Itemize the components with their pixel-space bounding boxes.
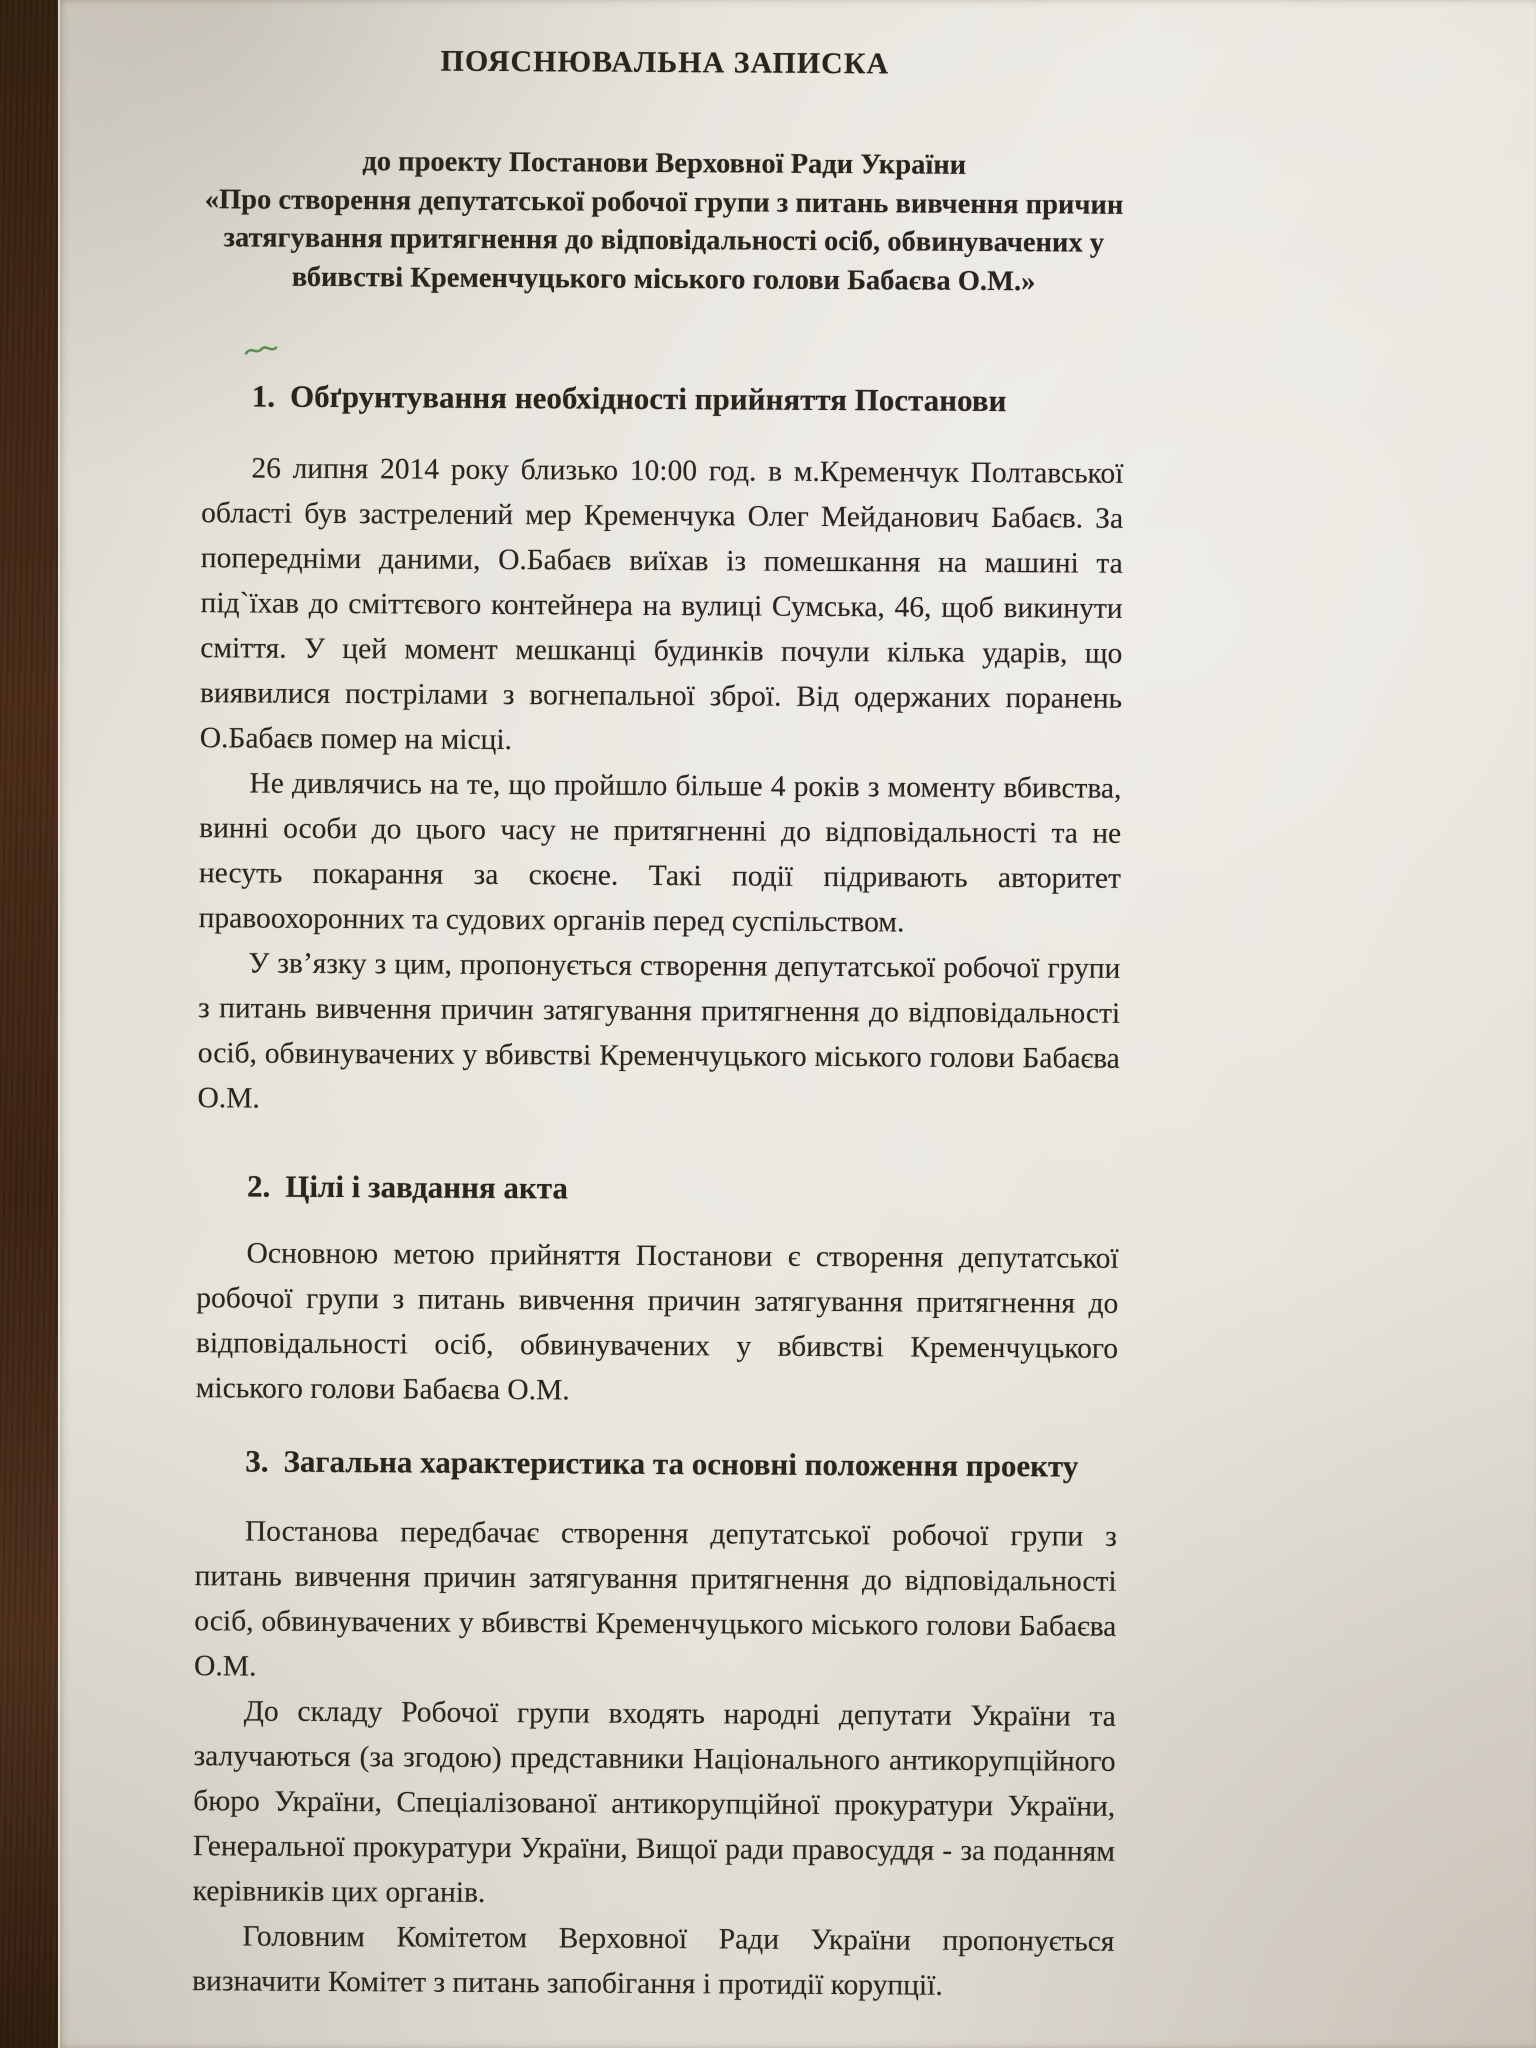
section-3-number: 3. bbox=[245, 1443, 269, 1479]
document-page bbox=[58, 0, 1536, 2048]
wooden-table-surface bbox=[0, 0, 58, 2048]
subtitle-line: затягування притягнення до відповідальності осіб, обвинувачених у bbox=[223, 222, 1105, 259]
section-1-heading-text: Обґрунтування необхідності прийняття Постанови bbox=[289, 378, 1007, 419]
paragraph: 26 липня 2014 року близько 10:00 год. в м.Кременчук Полтавської області був застрелений мер Кременчука Олег Мейданович Бабаєв. За попередніми даними, О.Бабаєв виїхав із помешкання на машині та під`їхав до сміттєвого контейнера на вулиці Сумська, 46, щоб викинути сміття. У цей момент мешканці будинків почули кілька ударів, що виявилися пострілами з вогнепальної зброї. Від одержаних поранень О.Бабаєв помер на місці. bbox=[199, 452, 1124, 757]
section-3-heading bbox=[195, 1441, 1117, 1487]
green-pen-mark bbox=[244, 342, 278, 358]
section-2-number: 2. bbox=[246, 1168, 271, 1204]
paragraph: У зв’язку з цим, пропонується створення депутатської робочої групи з питань вивчення причин затягування притягнення до відповідальності осіб, обвинувачених у вбивстві Кременчуцького міського голови Бабаєва О.М. bbox=[197, 947, 1121, 1115]
section-1-heading bbox=[202, 376, 1124, 422]
document-title: ПОЯСНЮВАЛЬНА ЗАПИСКА bbox=[440, 44, 890, 81]
subtitle-line: «Про створення депутатської робочої групи з питань вивчення причин bbox=[204, 183, 1124, 221]
document-content bbox=[192, 42, 1126, 2010]
paragraph: Основною метою прийняття Постанови є створення депутатської робочої групи з питань вивчення причин затягування притягнення до відповідальності осіб, обвинувачених у вбивстві Кременчуцького міського голови Бабаєва О.М. bbox=[195, 1237, 1119, 1407]
document-subtitle bbox=[202, 142, 1125, 302]
section-3 bbox=[192, 1441, 1117, 2010]
section-3-heading-text: Загальна характеристика та основні положення проекту bbox=[283, 1443, 1079, 1484]
paragraph: Головним Комітетом Верховної Ради України пропонується визначити Комітет з питань запобігання і протидії корупції. bbox=[192, 1920, 1115, 2002]
subtitle-line: вбивстві Кременчуцького міського голови Бабаєва О.М.» bbox=[291, 261, 1036, 297]
section-2 bbox=[196, 1166, 1119, 1417]
section-2-heading bbox=[197, 1166, 1119, 1212]
paragraph: Постанова передбачає створення депутатської робочої групи з питань вивчення причин затягування притягнення до відповідальності осіб, обвинувачених у вбивстві Кременчуцького міського голови Бабаєва О.М. bbox=[193, 1515, 1117, 1683]
subtitle-line: до проекту Постанови Верховної Ради України bbox=[362, 146, 967, 181]
paragraph: До складу Робочої групи входять народні депутати України та залучаються (за згодою) представники Національного антикорупційного бюро України, Спеціалізованої антикорупційної прокуратури України, Генеральної прокуратури України, Вищої ради правосуддя - за поданням керівників цих органів. bbox=[192, 1695, 1116, 1909]
section-1 bbox=[197, 376, 1124, 1127]
paragraph: Не дивлячись на те, що пройшло більше 4 років з моменту вбивства, винні особи до цього часу не притягненні до відповідальності та не несуть покарання за скоєне. Такі події підривають авторитет правоохоронних та судових органів перед суспільством. bbox=[198, 767, 1122, 939]
section-1-number: 1. bbox=[251, 378, 276, 414]
section-2-heading-text: Цілі і завдання акта bbox=[285, 1168, 569, 1206]
